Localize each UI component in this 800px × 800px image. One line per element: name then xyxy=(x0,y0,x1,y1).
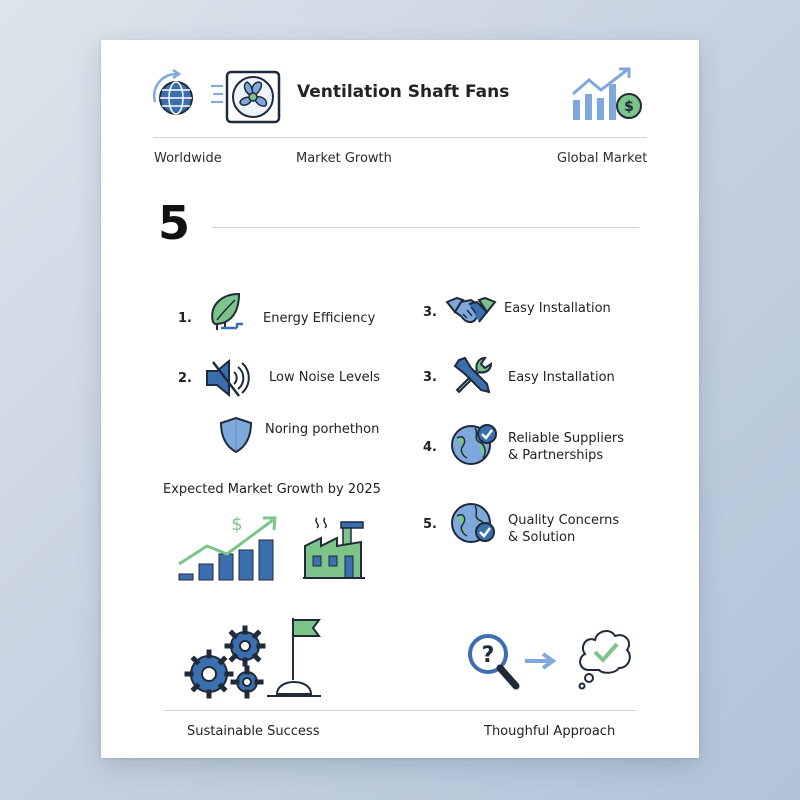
list-number: 3. xyxy=(423,370,437,385)
svg-text:$: $ xyxy=(624,99,634,115)
list-label: Easy Installation xyxy=(504,301,611,316)
list-label-line: Quality Concerns xyxy=(508,513,620,528)
header-label-global-market: Global Market xyxy=(557,151,648,166)
list-label-line: & Solution xyxy=(508,530,576,545)
bar-growth-dollar-icon xyxy=(177,512,281,582)
header-label-market-growth: Market Growth xyxy=(296,151,392,166)
list-label xyxy=(508,430,624,464)
list-number: 4. xyxy=(423,440,437,455)
growth-dollar-icon xyxy=(569,66,645,124)
footer-divider xyxy=(163,710,637,711)
header-label-worldwide: Worldwide xyxy=(154,151,222,166)
fan-icon xyxy=(209,70,283,124)
handshake-icon xyxy=(445,292,497,330)
svg-text:?: ? xyxy=(481,643,495,668)
magnifier-question-icon xyxy=(466,630,522,694)
list-label-line: & Partnerships xyxy=(508,448,604,463)
thought-bubble-check-icon xyxy=(575,624,635,690)
infographic-card xyxy=(101,40,699,758)
list-label: Noring porhethon xyxy=(265,422,380,437)
footer-label-left: Sustainable Success xyxy=(187,724,320,739)
svg-text:$: $ xyxy=(231,514,243,535)
list-label: Energy Efficiency xyxy=(263,311,376,326)
page-title: Ventilation Shaft Fans xyxy=(297,82,510,102)
leaf-plug-icon xyxy=(207,292,243,334)
arrow-right-icon xyxy=(523,652,557,670)
growth-heading: Expected Market Growth by 2025 xyxy=(163,482,381,497)
list-label-line: Reliable Suppliers xyxy=(508,431,624,446)
wrench-screwdriver-icon xyxy=(453,356,493,396)
gears-flag-icon xyxy=(187,614,323,698)
shield-icon xyxy=(219,416,253,454)
list-label: Easy Installation xyxy=(508,370,615,385)
list-number: 5. xyxy=(423,517,437,532)
list-number: 2. xyxy=(178,371,192,386)
globe-check-icon xyxy=(449,422,497,466)
footer-label-right: Thoughful Approach xyxy=(484,724,616,739)
list-label xyxy=(508,512,619,546)
globe-refresh-icon xyxy=(147,68,199,120)
count-number: 5 xyxy=(158,196,191,250)
globe-check-icon xyxy=(449,500,497,544)
speaker-muted-icon xyxy=(205,358,253,398)
list-label: Low Noise Levels xyxy=(269,370,381,385)
count-divider xyxy=(211,227,639,228)
list-number: 1. xyxy=(178,311,192,326)
list-number: 3. xyxy=(423,305,437,320)
header-divider xyxy=(153,137,647,138)
factory-icon xyxy=(303,516,367,582)
